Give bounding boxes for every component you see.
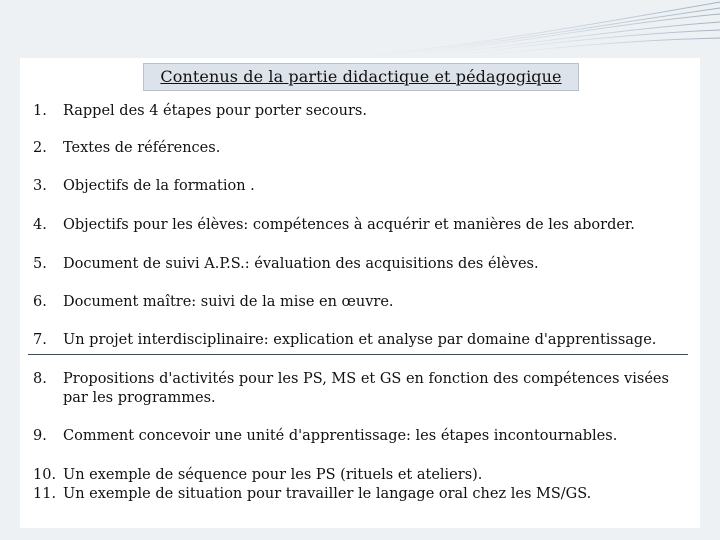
list-item xyxy=(33,177,693,196)
list-item-text: Objectifs pour les élèves: compétences à acquérir et manières de les aborder. xyxy=(63,217,635,233)
list-item xyxy=(33,427,693,446)
list-item xyxy=(33,466,693,485)
list-item-number: 1. xyxy=(33,103,47,119)
list-item xyxy=(33,331,693,350)
list-item-number: 4. xyxy=(33,217,47,233)
page-title: Contenus de la partie didactique et pédagogique xyxy=(160,67,562,86)
list-item-text: Un exemple de situation pour travailler le langage oral chez les MS/GS. xyxy=(63,486,592,502)
list-item xyxy=(33,485,693,504)
list-item-number: 10. xyxy=(33,467,57,483)
list-item xyxy=(33,370,693,408)
list-item-text: Propositions d'activités pour les PS, MS et GS en fonction des compétences visées par les programmes. xyxy=(63,371,669,406)
list-item-text: Objectifs de la formation . xyxy=(63,178,255,194)
list-item-number: 7. xyxy=(33,332,47,348)
list-item xyxy=(33,293,693,312)
list-item-text: Comment concevoir une unité d'apprentissage: les étapes incontournables. xyxy=(63,428,618,444)
list-item-number: 9. xyxy=(33,428,47,444)
list-item xyxy=(33,255,693,274)
list-item xyxy=(33,139,693,158)
title-box xyxy=(143,63,579,91)
list-item-text: Un projet interdisciplinaire: explication et analyse par domaine d'apprentissage. xyxy=(63,332,657,348)
list-item xyxy=(33,216,693,235)
list-item-number: 5. xyxy=(33,256,47,272)
list-item-number: 3. xyxy=(33,178,47,194)
list-item-text: Document de suivi A.P.S.: évaluation des acquisitions des élèves. xyxy=(63,256,539,272)
list-item-text: Rappel des 4 étapes pour porter secours. xyxy=(63,103,367,119)
list-item-text: Textes de références. xyxy=(63,140,221,156)
list-item-text: Un exemple de séquence pour les PS (rituels et ateliers). xyxy=(63,467,483,483)
list-item-number: 2. xyxy=(33,140,47,156)
divider xyxy=(28,354,688,355)
list-item-number: 11. xyxy=(33,486,57,502)
list-item-number: 6. xyxy=(33,294,47,310)
list-item-number: 8. xyxy=(33,371,47,387)
list-item xyxy=(33,102,693,121)
list-item-text: Document maître: suivi de la mise en œuvre. xyxy=(63,294,394,310)
